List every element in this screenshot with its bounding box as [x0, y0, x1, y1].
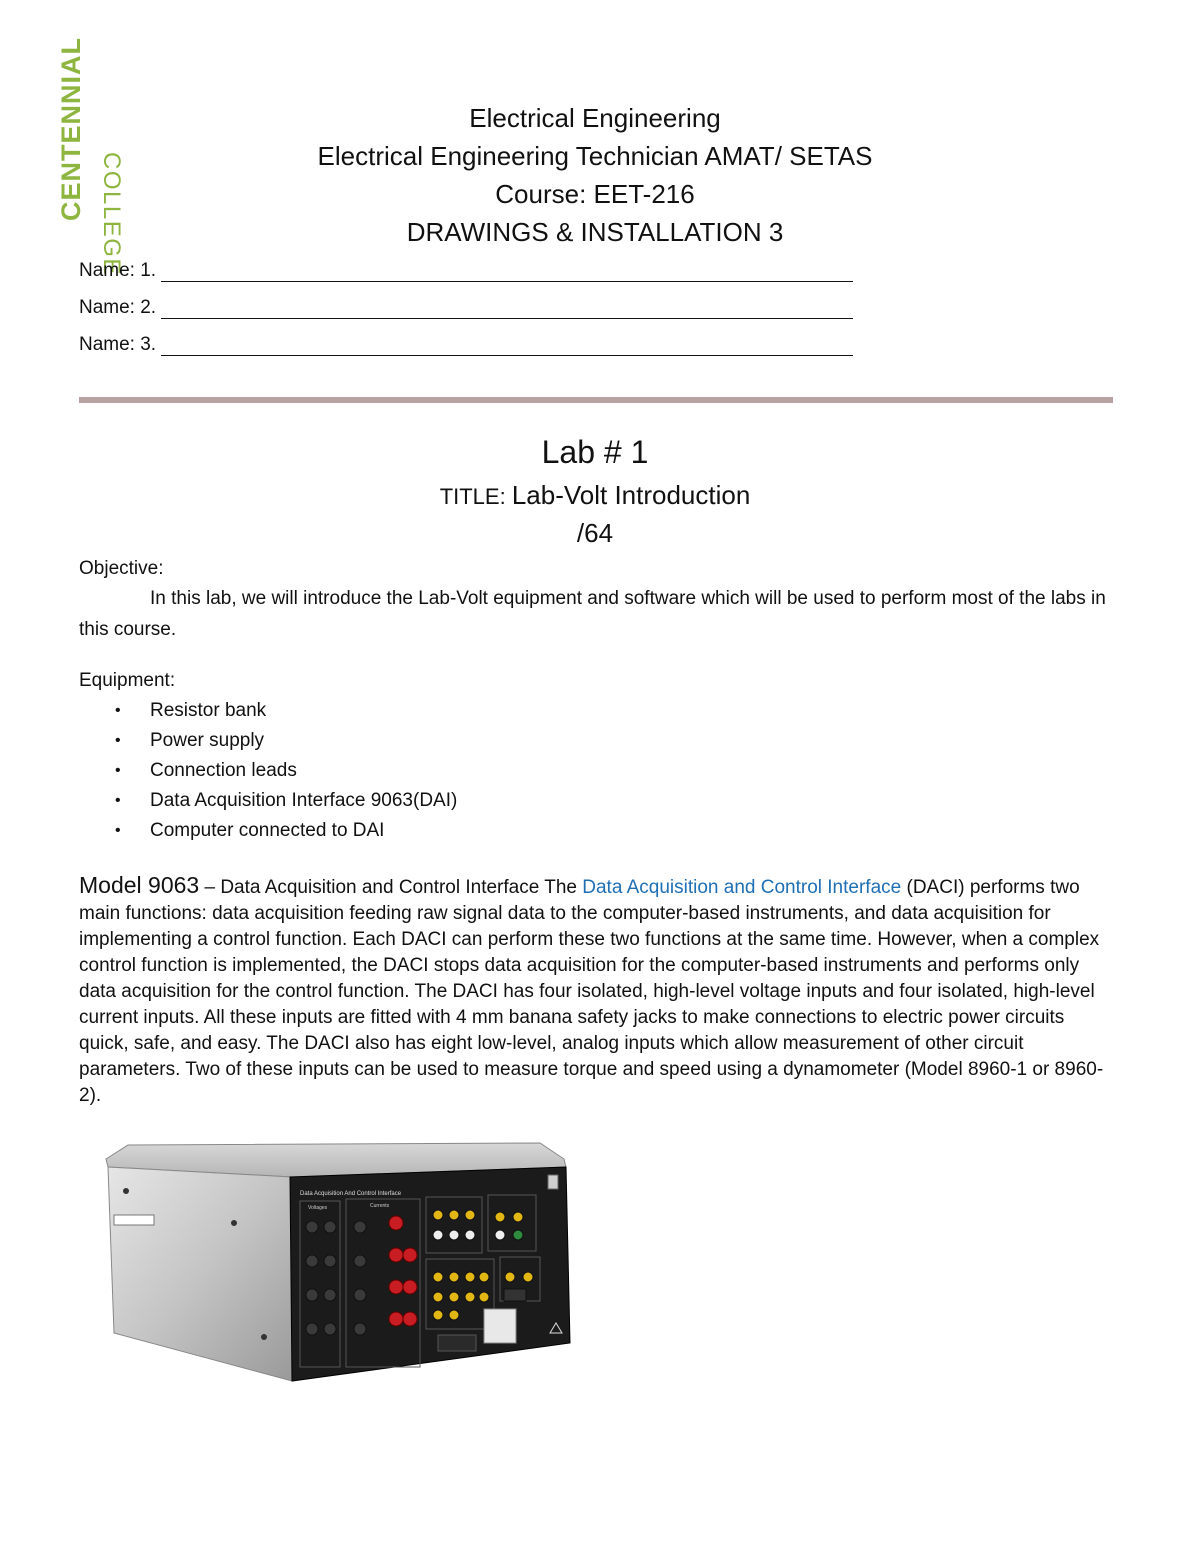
section-divider [79, 397, 1113, 403]
model-description [79, 872, 1119, 1109]
daci-link[interactable]: Data Acquisition and Control Interface [582, 877, 902, 898]
name-row-3 [79, 334, 853, 356]
lab-title-text: Lab-Volt Introduction [511, 480, 751, 510]
lab-title [0, 480, 1190, 511]
bullet-icon: • [115, 822, 121, 839]
equipment-list [79, 696, 457, 846]
name-blank-field[interactable] [161, 263, 853, 282]
department-heading: Electrical Engineering [469, 103, 721, 133]
voltages-label: Voltages [308, 1205, 328, 1211]
course-heading: Course: EET-216 [495, 179, 695, 209]
lab-number: Lab # 1 [541, 434, 649, 470]
lab-marks: /64 [576, 518, 614, 548]
list-item: • Computer connected to DAI [79, 816, 457, 846]
list-item: • Power supply [79, 726, 457, 756]
panel-title: Data Acquisition And Control Interface [300, 1191, 402, 1197]
bullet-icon: • [115, 762, 121, 779]
lab-title-prefix: TITLE: [439, 484, 512, 509]
equipment-label: Equipment: [79, 670, 176, 691]
objective-text: In this lab, we will introduce the Lab-Volt equipment and software which will be used to perform most of the labs in this course. [79, 588, 1106, 640]
list-item: • Connection leads [79, 756, 457, 786]
logo-college: COLLEGE [98, 152, 125, 276]
course-title: DRAWINGS & INSTALLATION 3 [406, 217, 784, 247]
currents-label: Currents [370, 1203, 390, 1209]
list-item: • Data Acquisition Interface 9063(DAI) [79, 786, 457, 816]
logo-centennial: CENTENNIAL [56, 37, 86, 221]
name-label: Name: 3. [79, 334, 157, 355]
bullet-icon: • [115, 702, 121, 719]
name-row-2 [79, 297, 853, 319]
bullet-icon: • [115, 792, 121, 809]
model-body: (DACI) performs two main functions: data acquisition feeding raw signal data to the computer-based instruments, and data acquisition for implementing a control function. Each DACI can perform these two functions at the same time. However, when a complex control function is implemented, the DACI stops data acquisition for the computer-based instruments and performs only data acquisition for the control function. The DACI has four isolated, high-level voltage inputs and four isolated, high-level current inputs. All these inputs are fitted with 4 mm banana safety jacks to make connections to electric power circuits quick, safe, and easy. The DACI also has eight low-level, analog inputs which allow measurement of other circuit parameters. Two of these inputs can be used to measure torque and speed using a dynamometer (Model 8960-1 or 8960-2). [79, 877, 1104, 1106]
name-label: Name: 2. [79, 297, 157, 318]
name-blank-field[interactable] [161, 300, 853, 319]
name-label: Name: 1. [79, 260, 157, 281]
model-intro: – Data Acquisition and Control Interface The [199, 877, 583, 898]
program-heading: Electrical Engineering Technician AMAT/ SETAS [317, 141, 873, 171]
list-item: • Resistor bank [79, 696, 457, 726]
bullet-icon: • [115, 732, 121, 749]
objective-label: Objective: [79, 558, 164, 579]
name-row-1 [79, 260, 853, 282]
name-blank-field[interactable] [161, 337, 853, 356]
model-name: Model 9063 [79, 872, 200, 898]
daci-device-image [104, 1137, 574, 1381]
